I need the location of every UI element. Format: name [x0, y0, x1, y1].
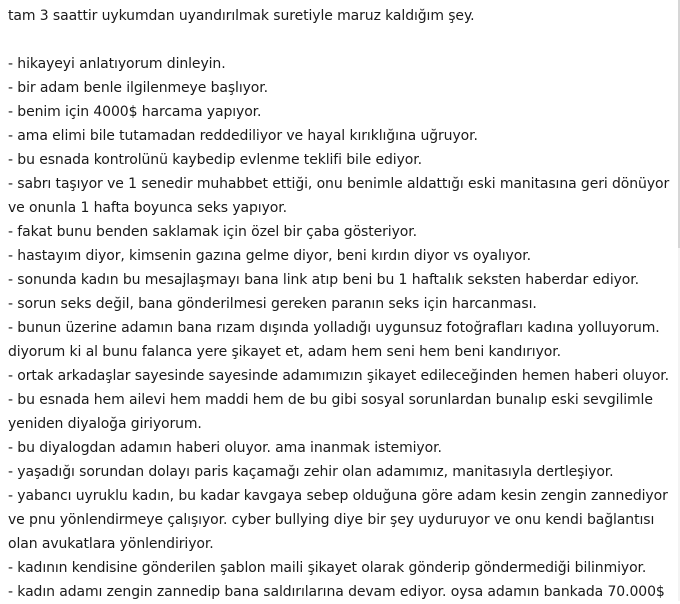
list-item: [8, 172, 672, 220]
text-line: - kadının kendisine gönderilen şablon maili şikayet olarak gönderip göndermediği bilinmiyor.: [8, 560, 647, 576]
list-item: [8, 364, 672, 388]
bullet-list: [8, 52, 672, 604]
text-line: - bu diyalogdan adamın haberi oluyor. ama inanmak istemiyor.: [8, 440, 442, 456]
list-item: [8, 268, 672, 292]
list-item: [8, 124, 672, 148]
text-line: ve onunla 1 hafta boyunca seks yapıyor.: [8, 200, 287, 216]
text-line: olan avukatlara yönlendiriyor.: [8, 536, 214, 552]
text-line: - ama elimi bile tutamadan reddediliyor ve hayal kırıklığına uğruyor.: [8, 128, 478, 144]
list-item: [8, 388, 672, 436]
list-item: [8, 244, 672, 268]
text-line: - bir adam benle ilgilenmeye başlıyor.: [8, 80, 268, 96]
text-line: ve pnu yönlendirmeye çalışıyor. cyber bullying diye bir şey uyduruyor ve onu kendi bağlantısı: [8, 512, 655, 528]
entry-body: [8, 4, 672, 604]
text-line: - bu esnada hem ailevi hem maddi hem de bu gibi sosyal sorunlardan bunalıp eski sevgilimle: [8, 392, 653, 408]
text-line: - fakat bunu benden saklamak için özel bir çaba gösteriyor.: [8, 224, 417, 240]
text-line: - sorun seks değil, bana gönderilmesi gereken paranın seks için harcanması.: [8, 296, 537, 312]
blank-line: [8, 28, 672, 52]
text-line: - ortak arkadaşlar sayesinde sayesinde adamımızın şikayet edileceğinden hemen haberi oluyor.: [8, 368, 670, 384]
list-item: [8, 580, 672, 604]
text-line: - sabrı taşıyor ve 1 senedir muhabbet ettiği, onu benimle aldattığı eski manitasına geri dönüyor: [8, 176, 670, 192]
list-item: [8, 52, 672, 76]
text-line: - hastayım diyor, kimsenin gazına gelme diyor, beni kırdın diyor vs oyalıyor.: [8, 248, 531, 264]
text-line: - yabancı uyruklu kadın, bu kadar kavgaya sebep olduğuna göre adam kesin zengin zannediyor: [8, 488, 668, 504]
list-item: [8, 556, 672, 580]
text-line: - benim için 4000$ harcama yapıyor.: [8, 104, 262, 120]
list-item: [8, 460, 672, 484]
list-item: [8, 76, 672, 100]
list-item: [8, 484, 672, 556]
list-item: [8, 148, 672, 172]
text-line: yeniden diyaloğa giriyorum.: [8, 416, 202, 432]
text-line: - yaşadığı sorundan dolayı paris kaçamağı zehir olan adamımız, manitasıyla dertleşiyor.: [8, 464, 614, 480]
text-line: diyorum ki al bunu falanca yere şikayet et, adam hem seni hem beni kandırıyor.: [8, 344, 561, 360]
list-item: [8, 436, 672, 460]
text-line: - sonunda kadın bu mesajlaşmayı bana link atıp beni bu 1 haftalık seksten haberdar ediyor.: [8, 272, 639, 288]
list-item: [8, 100, 672, 124]
list-item: [8, 292, 672, 316]
list-item: [8, 316, 672, 364]
text-line: - hikayeyi anlatıyorum dinleyin.: [8, 56, 226, 72]
text-line: - bunun üzerine adamın bana rızam dışında yolladığı uygunsuz fotoğrafları kadına yolluyorum.: [8, 320, 660, 336]
intro-line: [8, 4, 672, 28]
list-item: [8, 220, 672, 244]
text-line: - bu esnada kontrolünü kaybedip evlenme teklifi bile ediyor.: [8, 152, 422, 168]
text-line: tam 3 saattir uykumdan uyandırılmak suretiyle maruz kaldığım şey.: [8, 8, 475, 24]
text-line: - kadın adamı zengin zannedip bana saldırılarına devam ediyor. oysa adamın bankada 70.000$: [8, 584, 665, 600]
